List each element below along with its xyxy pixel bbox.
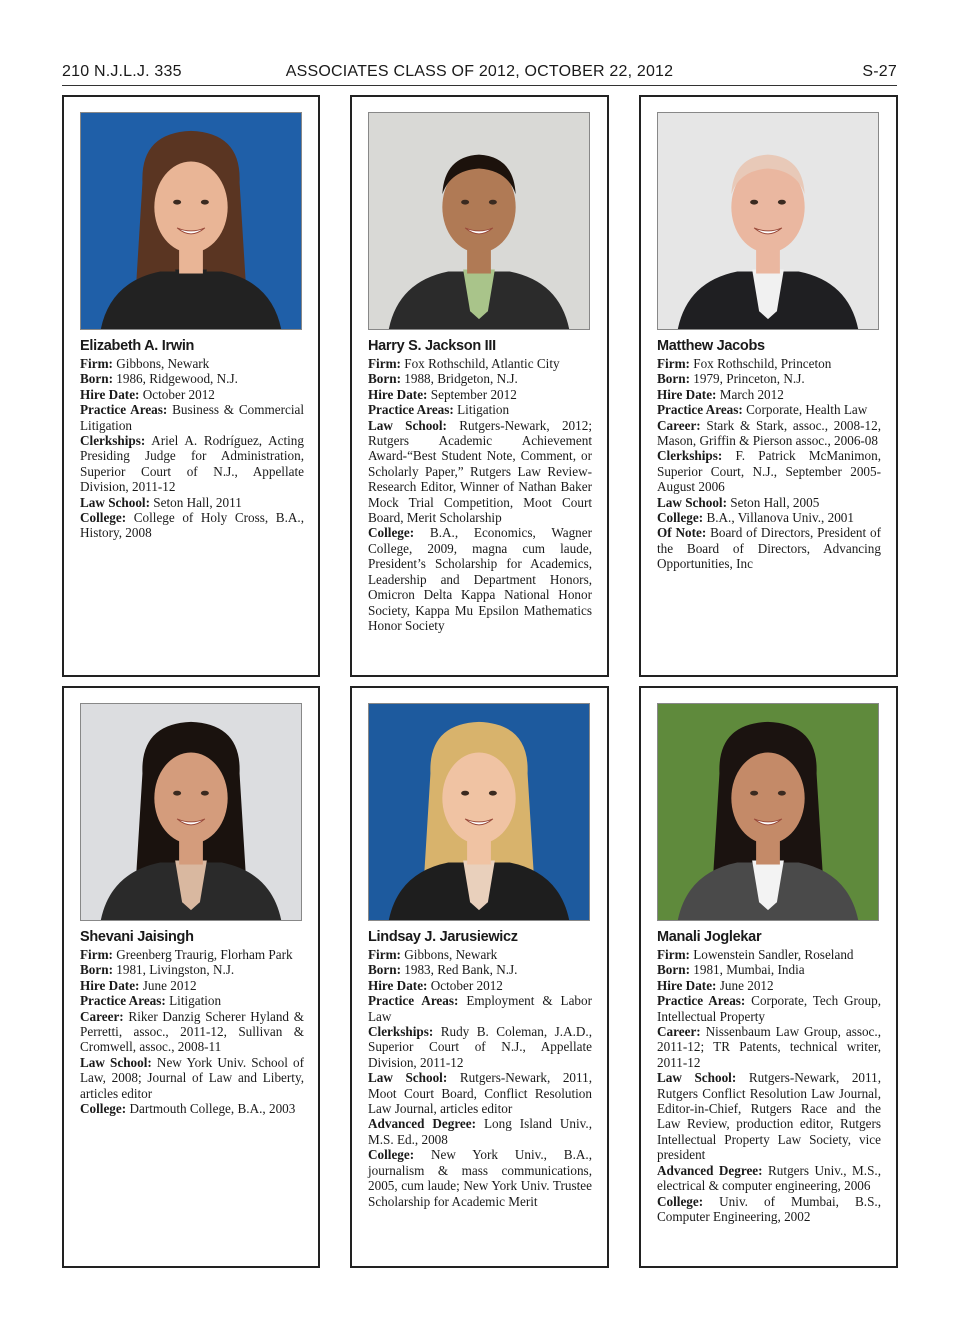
profile-entry (80, 402, 304, 433)
profile-photo (368, 112, 590, 330)
profile-entry (368, 525, 592, 633)
entry-label: Practice Areas: (80, 993, 166, 1009)
profile-card (62, 95, 320, 677)
entry-text: Univ. of Mumbai, B.S., Computer Engineering, 2002 (657, 1193, 881, 1224)
entry-text: New York Univ., B.A., journalism & mass communications, 2005, cum laude; New York Univ. Trustee Scholarship for Academic Merit (368, 1147, 593, 1209)
entry-text: B.A., Villanova Univ., 2001 (706, 510, 854, 526)
entry-text: 1983, Red Bank, N.J. (404, 962, 518, 978)
entry-text: Greenberg Traurig, Florham Park (116, 947, 293, 962)
entry-text: Litigation (457, 402, 510, 418)
entry-label: Advanced Degree: (657, 1162, 763, 1178)
entry-label: Clerkships: (657, 448, 723, 464)
entry-text: Rutgers-Newark, 2012; Rutgers Academic Achievement Award-“Best Student Note, Comment, or Scholarly Paper,” Rutgers Law Review-Research Editor, Winner of Nathan Baker Mock Trial Competition, Moot Court Board, Merit Scholarship (368, 417, 592, 526)
entry-label: Born: (368, 962, 401, 978)
entry-text: Seton Hall, 2011 (153, 494, 242, 510)
profile-bio (657, 338, 881, 572)
entry-label: Firm: (368, 947, 401, 962)
entry-label: College: (80, 510, 127, 526)
entry-text: Gibbons, Newark (116, 356, 210, 371)
entry-text: Fox Rothschild, Atlantic City (404, 356, 560, 371)
entry-label: Firm: (657, 356, 690, 371)
entry-label: Career: (657, 1024, 701, 1040)
entry-text: Fox Rothschild, Princeton (693, 356, 832, 371)
entry-text: 1988, Bridgeton, N.J. (404, 371, 518, 387)
entry-text: Rutgers Univ., M.S., electrical & computer engineering, 2006 (657, 1162, 882, 1194)
entry-label: Firm: (80, 947, 113, 962)
profile-entry (368, 978, 592, 993)
entry-text: September 2012 (430, 386, 517, 402)
profile-entry (368, 1147, 592, 1209)
entry-label: Clerkships: (368, 1024, 434, 1040)
entry-text: March 2012 (719, 386, 784, 402)
profile-photo (368, 703, 590, 921)
profile-entry (80, 510, 304, 541)
entry-label: Career: (80, 1008, 124, 1024)
entry-text: June 2012 (719, 977, 774, 993)
profile-entry (657, 495, 881, 510)
entry-label: Practice Areas: (657, 402, 743, 418)
profile-entry (368, 371, 592, 386)
entry-text: Gibbons, Newark (404, 947, 498, 962)
entry-text: October 2012 (430, 977, 503, 993)
page-number: S-27 (862, 63, 897, 80)
entry-text: Lowenstein Sandler, Roseland (693, 947, 854, 962)
profile-entry (368, 1070, 592, 1116)
profile-name: Elizabeth A. Irwin (80, 338, 195, 354)
entry-label: Law School: (657, 1070, 737, 1086)
entry-label: Practice Areas: (657, 993, 746, 1009)
profile-entry (657, 962, 881, 977)
entry-text: Dartmouth College, B.A., 2003 (129, 1101, 296, 1117)
profile-entry (657, 356, 881, 371)
entry-text: College of Holy Cross, B.A., History, 2008 (80, 510, 305, 541)
entry-label: Clerkships: (80, 433, 146, 449)
entry-label: Firm: (80, 356, 113, 371)
entry-text: New York Univ. School of Law, 2008; Journal of Law and Liberty, articles editor (80, 1054, 305, 1101)
entry-label: College: (368, 525, 415, 541)
entry-label: Law School: (80, 1054, 152, 1070)
profile-entry (368, 402, 592, 417)
entry-label: Hire Date: (657, 977, 717, 993)
profile-entry (80, 433, 304, 495)
entry-label: Hire Date: (657, 386, 717, 402)
entry-text: Rutgers-Newark, 2011, Moot Court Board, Conflict Resolution Law Journal, articles editor (368, 1070, 593, 1117)
entry-text: 1979, Princeton, N.J. (693, 371, 805, 387)
profile-name: Manali Joglekar (657, 929, 762, 945)
entry-label: College: (657, 510, 704, 526)
entry-label: Born: (657, 371, 690, 387)
profile-entry (657, 387, 881, 402)
profile-entry (80, 495, 304, 510)
entry-text: Ariel A. Rodríguez, Acting Presiding Judge for Administration, Superior Court of N.J., Appellate Division, 2011-12 (80, 433, 304, 495)
profile-card (350, 686, 609, 1268)
profile-entry (657, 1070, 881, 1162)
entry-label: Born: (368, 371, 401, 387)
entry-text: Stark & Stark, assoc., 2008-12, Mason, Griffin & Pierson assoc., 2006-08 (657, 417, 881, 449)
profile-entry (657, 418, 881, 449)
entry-text: Corporate, Health Law (746, 402, 868, 418)
entry-label: College: (80, 1101, 127, 1117)
profile-card (639, 686, 898, 1268)
entry-text: 1986, Ridgewood, N.J. (116, 371, 238, 387)
entry-label: Hire Date: (368, 977, 428, 993)
profile-entry (80, 978, 304, 993)
page-header (62, 63, 897, 86)
profile-entry (657, 993, 881, 1024)
entry-label: Career: (657, 417, 701, 433)
entry-text: Litigation (169, 993, 222, 1009)
entry-text: F. Patrick McManimon, Superior Court, N.J., September 2005-August 2006 (657, 448, 881, 495)
journal-citation: 210 N.J.L.J. 335 (62, 63, 182, 80)
entry-label: Law School: (657, 494, 727, 510)
profile-entry (657, 1163, 881, 1194)
entry-label: Practice Areas: (368, 402, 454, 418)
profile-bio (657, 929, 881, 1224)
profile-entry (368, 418, 592, 526)
profile-entry (368, 387, 592, 402)
profile-name: Matthew Jacobs (657, 338, 765, 354)
entry-text: Rutgers-Newark, 2011, Rutgers Conflict Resolution Law Journal, Editor-in-Chief, Rutgers Race and the Law Review, production editor, Rutgers Intellectual Property Law Society, vice president (657, 1070, 882, 1163)
entry-label: Practice Areas: (80, 402, 168, 418)
profile-entry (80, 371, 304, 386)
profile-entry (80, 387, 304, 402)
entry-text: October 2012 (142, 386, 215, 402)
entry-label: Law School: (80, 494, 150, 510)
profile-entry (80, 356, 304, 371)
profile-entry (368, 962, 592, 977)
entry-label: Born: (80, 962, 113, 978)
entry-text: Business & Commercial Litigation (80, 402, 305, 433)
entry-text: Corporate, Tech Group, Intellectual Property (657, 993, 882, 1024)
profile-entry (657, 525, 881, 571)
entry-label: College: (657, 1193, 704, 1209)
profile-card (639, 95, 898, 677)
profile-entry (368, 947, 592, 962)
entry-label: Firm: (657, 947, 690, 962)
profile-entry (657, 1024, 881, 1070)
profile-card (62, 686, 320, 1268)
entry-text: Rudy B. Coleman, J.A.D., Superior Court of N.J., Appellate Division, 2011-12 (368, 1024, 593, 1070)
profile-bio (80, 929, 304, 1116)
profile-entry (657, 978, 881, 993)
profile-bio (368, 929, 592, 1209)
profile-entry (80, 993, 304, 1008)
profile-entry (368, 993, 592, 1024)
profile-entry (657, 371, 881, 386)
profile-name: Shevani Jaisingh (80, 929, 194, 945)
entry-label: Advanced Degree: (368, 1116, 477, 1132)
entry-label: Law School: (368, 417, 447, 433)
profile-bio (80, 338, 304, 541)
profile-entry (368, 1116, 592, 1147)
profile-bio (368, 338, 592, 633)
profile-entry (80, 962, 304, 977)
page-title: ASSOCIATES CLASS OF 2012, OCTOBER 22, 2012 (285, 63, 674, 80)
entry-text: 1981, Livingston, N.J. (116, 962, 235, 978)
profile-entry (368, 1024, 592, 1070)
profile-card (350, 95, 609, 677)
entry-text: June 2012 (142, 977, 197, 993)
profile-entry (80, 1101, 304, 1116)
entry-label: Practice Areas: (368, 993, 459, 1009)
entry-text: Nissenbaum Law Group, assoc., 2011-12; TR Patents, technical writer, 2011-12 (657, 1024, 882, 1070)
entry-text: Riker Danzig Scherer Hyland & Perretti, assoc., 2011-12, Sullivan & Cromwell, assoc., 2008-11 (80, 1008, 304, 1055)
entry-label: Born: (657, 962, 690, 978)
profile-entry (80, 1055, 304, 1101)
profile-entry (657, 947, 881, 962)
entry-text: Long Island Univ., M.S. Ed., 2008 (368, 1116, 592, 1147)
profile-entry (657, 402, 881, 417)
profile-name: Lindsay J. Jarusiewicz (368, 929, 518, 945)
profile-entry (657, 448, 881, 494)
entry-label: Hire Date: (368, 386, 428, 402)
profile-photo (657, 703, 879, 921)
profile-entry (80, 1009, 304, 1055)
entry-text: Employment & Labor Law (368, 993, 592, 1024)
entry-label: Hire Date: (80, 977, 140, 993)
entry-label: Law School: (368, 1070, 448, 1086)
entry-text: B.A., Economics, Wagner College, 2009, magna cum laude, President’s Scholarship for Academics, Leadership and Department Honors, Omicron Delta Kappa National Honor Society, Kappa Mu Epsilon Mathematics Honor Society (368, 525, 593, 633)
entry-label: Born: (80, 371, 113, 387)
entry-label: Hire Date: (80, 386, 140, 402)
entry-text: 1981, Mumbai, India (693, 962, 805, 978)
entry-label: Firm: (368, 356, 401, 371)
entry-label: College: (368, 1147, 415, 1163)
profile-entry (80, 947, 304, 962)
entry-text: Seton Hall, 2005 (730, 494, 820, 510)
profile-photo (657, 112, 879, 330)
profile-photo (80, 112, 302, 330)
profile-photo (80, 703, 302, 921)
profile-entry (657, 510, 881, 525)
profile-name: Harry S. Jackson III (368, 338, 496, 354)
profile-entry (657, 1194, 881, 1225)
entry-text: Board of Directors, President of the Board of Directors, Advancing Opportunities, Inc (657, 525, 881, 572)
entry-label: Of Note: (657, 525, 707, 541)
profile-entry (368, 356, 592, 371)
